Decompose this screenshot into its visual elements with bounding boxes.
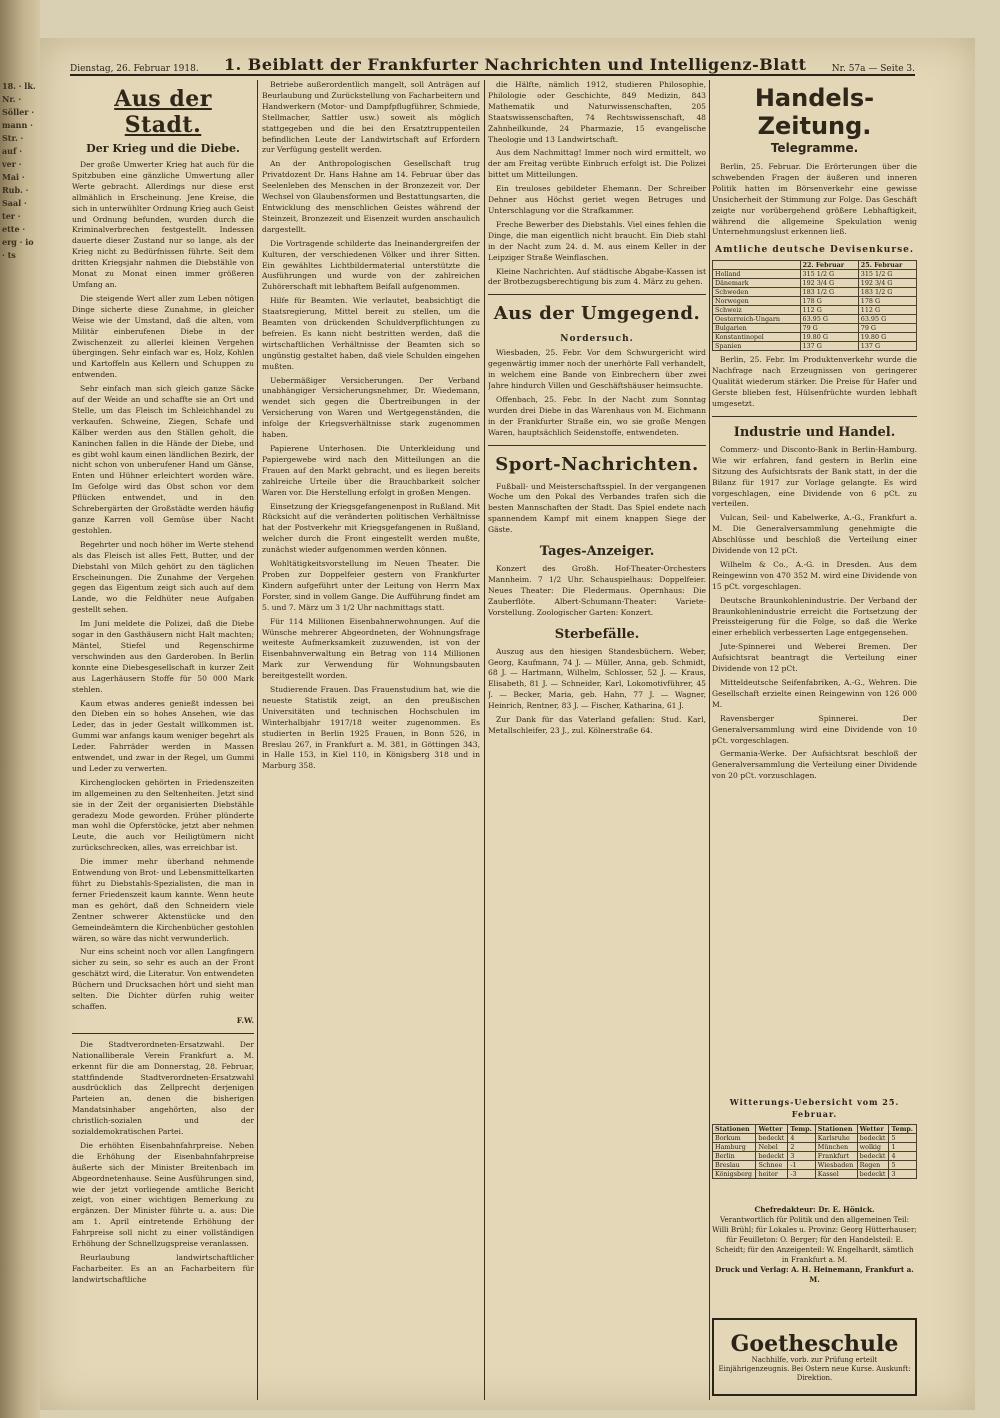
table-row: [713, 297, 917, 306]
table-cell: Bulgarien: [713, 324, 801, 333]
article-paragraph: Die immer mehr überhand nehmende Entwendung von Brot- und Lebensmittelkarten führt zu Diebstahls-Spezialisten, die man in ferner Friedenszeit kaum kannte. Wenn heute man es gehört, daß den Schneidern viele Zentner schwerer Aktenstücke und den Gemeindeämtern die Kirchenbücher gestohlen wären, so wäre das nicht verwunderlich.: [72, 857, 254, 943]
table-cell: Wiesbaden: [815, 1161, 857, 1170]
table-header-cell: Temp.: [889, 1125, 917, 1134]
table-header-row: [713, 261, 917, 270]
ad-text: Nachhilfe, vorb. zur Prüfung erteilt Einjährigenzeugnis. Bei Ostern neue Kurse. Auskunft: Direktion.: [718, 1355, 911, 1382]
article-paragraph: Jute-Spinnerei und Weberei Bremen. Der Aufsichtsrat beantragt die Verteilung einer Dividende von 12 pCt.: [712, 642, 917, 674]
table-cell: bedeckt: [857, 1170, 889, 1179]
table-cell: 315 1/2 G: [858, 270, 916, 279]
table-cell: Dänemark: [713, 279, 801, 288]
article-paragraph: Mitteldeutsche Seifenfabriken, A.-G., Wehren. Die Gesellschaft erzielte einen Reingewinn von 126 000 M.: [712, 678, 917, 709]
article-paragraph: Die steigende Wert aller zum Leben nötigen Dinge sicherte diese Zunahme, in gleicher Weise wie der Umstand, daß die alten, vom Militär einberufenen Diebe in der Zwischenzeit zu allerlei kleinen Vergehen übergingen. Sehr einfach war es, Holz, Kohlen und Kartoffeln aus Kellern und Schuppen zu entwenden.: [72, 293, 254, 380]
ad-title: Goetheschule: [730, 1330, 899, 1357]
section-heading-sterbefaelle: Sterbefälle.: [554, 626, 640, 642]
weather-table: [712, 1124, 917, 1179]
header-page-number: Nr. 57a — Seite 3.: [831, 64, 915, 74]
article-paragraph: Beurlaubung landwirtschaftlicher Facharbeiter. Es an an Facharbeitern für landwirtschaftliche: [72, 1253, 254, 1284]
table-cell: bedeckt: [756, 1152, 788, 1161]
table-cell: 192 3/4 G: [858, 279, 916, 288]
table-cell: 4: [889, 1152, 917, 1161]
article-paragraph: Kleine Nachrichten. Auf städtische Abgabe-Kassen ist der Brotbezugsberechtigung bis zum 4. März zu gehen.: [488, 266, 706, 287]
article-paragraph: Auszug aus den hiesigen Standesbüchern. Weber, Georg, Kaufmann, 74 J. — Müller, Anna, geb. Schmidt, 68 J. — Hartmann, Wilhelm, Schlosser, 52 J. — Kraus, Elisabeth, 81 J. — Schneider, Karl, Lokomotivführer, 45 J. — Becker, Maria, geb. Hahn, 77 J. — Wagner, Heinrich, Rentner, 83 J. — Fischer, Katharina, 61 J.: [488, 646, 706, 711]
table-cell: 2: [788, 1143, 815, 1152]
table-cell: 315 1/2 G: [800, 270, 858, 279]
table-row: [713, 279, 917, 288]
table-cell: 192 3/4 G: [800, 279, 858, 288]
divider: [488, 294, 706, 295]
table-row: [713, 342, 917, 351]
table-header-cell: Stationen: [713, 1125, 756, 1134]
weather-title: Witterungs-Uebersicht vom 25. Februar.: [729, 1097, 900, 1119]
table-cell: Norwegen: [713, 297, 801, 306]
article-paragraph: Im Juni meldete die Polizei, daß die Diebe sogar in den Gasthäusern nicht Halt machten; Mäntel, Stiefel und Regenschirme verschwinden aus den Garderoben. In Berlin konnte eine Diebesgesellschaft in kurzer Zeit aus Lagerhäusern Stoffe für 50 000 Mark stehlen.: [72, 619, 254, 694]
article-paragraph: Der große Umwerter Krieg hat auch für die Spitzbuben eine gänzliche Umwertung aller Werte gebracht. Allerdings nur diese erst allmählich in Erscheinung. Jene Kreise, die sich in unterwühlter Ordnung Krieg auch Geist und Ordnung befunden, wurden durch die Kriminalverbrechen festgestellt. Indessen dauerte dieser Zustand nur so lange, als der Krieg nicht zu Bedürfnissen führte. Seit dem dritten Kriegsjahr nahmen die Diebstähle von Monat zu Monat einen immer größeren Umfang an.: [72, 160, 254, 289]
table-cell: 5: [889, 1161, 917, 1170]
header-date: Dienstag, 26. Februar 1918.: [70, 64, 199, 74]
article-paragraph: Germania-Werke. Der Aufsichtsrat beschloß der Generalversammlung die Verteilung einer Dividende von 20 pCt. vorzuschlagen.: [712, 749, 917, 781]
table-cell: 137 G: [800, 342, 858, 351]
imprint-chief-editor: Chefredakteur: Dr. E. Hönick.: [754, 1205, 875, 1214]
article-paragraph: Freche Bewerber des Diebstahls. Viel eines fehlen die Dinge, die man eigentlich nicht braucht. Ein Dieb stahl in der Nacht zum 24. d. M. aus einem Keller in der Leipziger Straße Weinflaschen.: [488, 219, 706, 262]
article-paragraph: Kirchenglocken gehörten in Friedenszeiten im allgemeinen zu den Seltenheiten. Jetzt sind sie in der Zeit der organisierten Diebstähle geradezu Mode geworden. Früher plünderte man wohl die Opferstöcke, jetzt aber nehmen Leute, die auch vor Heiligtümern nicht zurückschrecken, alles, was erreichbar ist.: [72, 777, 254, 853]
table-cell: bedeckt: [857, 1152, 889, 1161]
section-subheading-telegramme: Telegramme.: [770, 141, 859, 155]
table-cell: Berlin: [713, 1152, 756, 1161]
table-cell: 5: [889, 1134, 917, 1143]
section-heading-industrie-handel: Industrie und Handel.: [733, 424, 896, 440]
weather-overview: [712, 1090, 917, 1200]
article-paragraph: Berlin, 25. Febr. Im Produktenverkehr wurde die Nachfrage nach Erzeugnissen von geringerer Qualität wiederum stärker. Die Preise für Hafer und Gerste blieben fest, Hülsenfrüchte wurden lebhaft umgesetzt.: [712, 355, 917, 408]
article-paragraph: Aus dem Nachmittag! Immer noch wird ermittelt, wo der am Freitag verübte Einbruch erfolgt ist. Die Polizei bittet um Mitteilungen.: [488, 148, 706, 180]
table-title-devisenkurse: Amtliche deutsche Devisenkurse.: [714, 245, 915, 256]
article-paragraph: Nur eins scheint noch vor allen Langfingern sicher zu sein, so sehr es auch an der Front geschätzt wird, die Literatur. Von entwendeten Büchern und Drucksachen hört und sieht man selten. Die Dichter dürfen ruhig weiter schaffen.: [72, 947, 254, 1011]
divider: [488, 445, 706, 446]
table-row: [713, 333, 917, 342]
table-row: [713, 1134, 917, 1143]
divider: [712, 416, 917, 417]
article-paragraph: An der Anthropologischen Gesellschaft trug Privatdozent Dr. Hans Hahne am 14. Februar über das Seelenleben des Menschen in der Bronzezeit vor. Der Wechsel von Glaubensformen und Bestattungsarten, die Entwicklung des menschlichen Geistes während der Steinzeit, Bronzezeit und Eisenzeit wurden anschaulich dargestellt.: [262, 159, 480, 234]
table-header-cell: Stationen: [815, 1125, 857, 1134]
table-cell: 183 1/2 G: [858, 288, 916, 297]
table-cell: Spanien: [713, 342, 801, 351]
table-cell: Schweden: [713, 288, 801, 297]
table-row: [713, 315, 917, 324]
table-cell: Konstantinopel: [713, 333, 801, 342]
table-cell: Breslau: [713, 1161, 756, 1170]
article-paragraph: Studierende Frauen. Das Frauenstudium hat, wie die neueste Statistik zeigt, an den preußischen Universitäten und technischen Hochschulen im Winterhalbjahr 1917/18 weiter zugenommen. Es studierten in Berlin 1925 Frauen, in Bonn 526, in Breslau 267, in Frankfurt a. M. 381, in Göttingen 343, in Halle 153, in Kiel 110, in Königsberg 318 und in Marburg 358.: [262, 685, 480, 771]
table-cell: 178 G: [858, 297, 916, 306]
table-cell: 4: [788, 1134, 815, 1143]
article-paragraph: Offenbach, 25. Febr. In der Nacht zum Sonntag wurden drei Diebe in das Warenhaus von M. Eichmann in der Frankfurter Straße ein, wo sie große Mengen Waren, hauptsächlich Seidenstoffe, entwendeten.: [488, 394, 706, 437]
article-paragraph: Wohltätigkeitsvorstellung im Neuen Theater. Die Proben zur Doppelfeier gestern von Frankfurter Kindern aufgeführt unter der Leitung von Herrn Max Forster, sind in vollem Gange. Die Aufführung findet am 5. und 7. März um 3 1/2 Uhr nachmittags statt.: [262, 559, 480, 612]
article-paragraph: Uebermäßiger Versicherungen. Der Verband unabhängiger Versicherungsnehmer, Dr. Wiedemann, wendet sich gegen die Übertreibungen in der Versicherung von Waren und Wertgegenständen, die infolge der Kriegsverhältnisse stark zugenommen haben.: [262, 375, 480, 440]
article-paragraph: Vulcan, Seil- und Kabelwerke, A.-G., Frankfurt a. M. Die Generalversammlung genehmigte die Abschlüsse und beschloß die Verteilung einer Dividende von 12 pCt.: [712, 513, 917, 556]
table-cell: München: [815, 1143, 857, 1152]
article-paragraph: Kaum etwas anderes genießt indessen bei den Dieben ein so hohes Ansehen, wie das Leder, das in jeder Gestalt willkommen ist. Gummi war anfangs kaum weniger begehrt als Leder. Fahrräder werden in Massen entwendet, und zwar in der Regel, um Gummi und Leder zu verwerten.: [72, 698, 254, 773]
column-rule: [709, 80, 710, 1400]
table-cell: Königsberg: [713, 1170, 756, 1179]
article-paragraph: Die Stadtverordneten-Ersatzwahl. Der Nationalliberale Verein Frankfurt a. M. erkennt für die am Donnerstag, 28. Februar, stattfindende Stadtverordneten-Ersatzwahl ausdrücklich das Zellprecht derjenigen Parteien an, denen die bisherigen Mandatsinhaber angehörten, also der christlich-sozialen und der sozialdemokratischen Partei.: [72, 1039, 254, 1137]
imprint-publisher: Druck und Verlag: A. H. Heinemann, Frankfurt a. M.: [715, 1265, 914, 1284]
header-title: 1. Beiblatt der Frankfurter Nachrichten und Intelligenz-Blatt: [224, 55, 807, 74]
table-cell: heiter: [756, 1170, 788, 1179]
article-signature: F.W.: [236, 1015, 254, 1025]
table-cell: Schweiz: [713, 306, 801, 315]
table-cell: 183 1/2 G: [800, 288, 858, 297]
devisen-table: [712, 260, 917, 351]
article-paragraph: Hilfe für Beamten. Wie verlautet, beabsichtigt die Staatsregierung, Mittel bereit zu stellen, um die Beamten von drückenden Schuldverpflichtungen zu befreien. Es kann nicht bestritten werden, daß die wirtschaftlichen Verhältnisse der Beamten sich so ungünstig gestaltet haben, daß viele Schulden eingehen mußten.: [262, 296, 480, 371]
article-paragraph: Betriebe außerordentlich mangelt, soll Anträgen auf Beurlaubung und Zurückstellung von Facharbeitern und Handwerkern (Motor- und Dampfpflugführer, Schmiede, Stellmacher, Sattler usw.) soweit als möglich stattgegeben und die bei den Ersatztruppenteilen befindlichen Leute der Landwirtschaft auf Erfordern zur Verfügung gestellt werden.: [262, 80, 480, 155]
article-paragraph: Fußball- und Meisterschaftsspiel. In der vergangenen Woche um den Pokal des Verbandes trafen sich die besten Mannschaften der Stadt. Das Spiel endete nach spannendem Kampf mit einem knappen Siege der Gäste.: [488, 481, 706, 535]
column-three: [488, 80, 706, 1400]
article-paragraph: Commerz- und Disconto-Bank in Berlin-Hamburg. Wie wir erfahren, fand gestern in Berlin eine Sitzung des Aufsichtsrats der Bank statt, in der die Bilanz für 1917 zur Vorlage gelangte. Es wird vorgeschlagen, eine Dividende von 6 pCt. zu verteilen.: [712, 444, 917, 509]
article-paragraph: Die erhöhten Eisenbahnfahrpreise. Neben die Erhöhung der Eisenbahnfahrpreise äußerte sich der Minister Breitenbach im Abgeordnetenhause. Seine Ausführungen sind, wie der jetzt vorliegende amtliche Bericht zeigt, von einer wichtigen Bemerkung zu ergänzen. Der Minister führte u. a. aus: Die am 1. April eintretende Erhöhung der Fahrpreise soll nicht zu einer vollständigen Erhöhung der Schnellzugspreise veranlassen.: [72, 1140, 254, 1249]
table-row: [713, 306, 917, 315]
table-header-row: [713, 1125, 917, 1134]
table-cell: -1: [788, 1161, 815, 1170]
column-rule: [257, 80, 258, 1400]
column-stadt: [72, 80, 254, 1400]
column-rule: [484, 80, 485, 1400]
table-header-cell: Temp.: [788, 1125, 815, 1134]
section-heading-handels-zeitung: Handels-Zeitung.: [754, 84, 875, 140]
imprint-editors: Verantwortlich für Politik und den allgemeinen Teil: Willi Brühl; für Lokales u. Provinz: Georg Hütterhauser; für Feuilleton: O. Berger; für den Handelsteil: E. Scheidt; für den Anzeigenteil: W. Engelhardt, sämtlich in Frankfurt a. M.: [712, 1215, 917, 1264]
article-paragraph: Ein treuloses gebildeter Ehemann. Der Schreiber Dehner aus Höchst geriet wegen Betruges und Unterschlagung vor die Strafkammer.: [488, 184, 706, 215]
article-paragraph: die Hälfte, nämlich 1912, studieren Philosophie, Philologie oder Geschichte, 849 Medizin, 843 Mathematik und Naturwissenschaften, 205 Staatswissenschaften, 74 Rechtswissenschaft, 48 Zahnheilkunde, 24 Pharmazie, 15 evangelische Theologie und 13 Landwirtschaft.: [488, 80, 706, 144]
page-header: [70, 52, 915, 76]
table-cell: Hamburg: [713, 1143, 756, 1152]
article-paragraph: Wilhelm & Co., A.-G. in Dresden. Aus dem Reingewinn von 470 352 M. wird eine Dividende von 15 pCt. vorgeschlagen.: [712, 559, 917, 591]
article-paragraph: Einsetzung der Kriegsgefangenenpost in Rußland. Mit Rücksicht auf die veränderten politischen Verhältnisse hat der Postverkehr mit Kriegsgefangenen in Rußland, welcher durch die Front eingestellt werden mußte, zunächst wieder aufgenommen werden können.: [262, 501, 480, 555]
table-cell: bedeckt: [756, 1134, 788, 1143]
table-cell: 137 G: [858, 342, 916, 351]
table-cell: 79 G: [858, 324, 916, 333]
table-cell: Karlsruhe: [815, 1134, 857, 1143]
table-row: [713, 324, 917, 333]
table-cell: Nebel: [756, 1143, 788, 1152]
column-handels-zeitung: [712, 80, 917, 1085]
article-paragraph: Die Vortragende schilderte das Ineinandergreifen der Kulturen, der verschiedenen Völker und ihrer Sitten. Ein gewähltes Lichtbildermaterial unterstützte die Ausführungen und wurde von der zahlreichen Zuhörerschaft mit lebhaftem Beifall aufgenommen.: [262, 238, 480, 292]
section-heading-stadt: Aus der Stadt.: [114, 86, 212, 138]
table-cell: 63.95 G: [858, 315, 916, 324]
column-two: [262, 80, 480, 1400]
table-row: [713, 288, 917, 297]
table-cell: Regen: [857, 1161, 889, 1170]
table-row: [713, 1143, 917, 1152]
table-row: [713, 1170, 917, 1179]
table-cell: Oesterreich-Ungarn: [713, 315, 801, 324]
table-cell: wolkig: [857, 1143, 889, 1152]
table-cell: 112 G: [858, 306, 916, 315]
section-heading-umgegend: Aus der Umgegend.: [493, 303, 701, 325]
table-cell: 178 G: [800, 297, 858, 306]
table-cell: 19.80 G: [800, 333, 858, 342]
table-cell: 19.80 G: [858, 333, 916, 342]
article-paragraph: Ravensberger Spinnerei. Der Generalversammlung wird eine Dividende von 10 pCt. vorgeschlagen.: [712, 713, 917, 745]
article-paragraph: Konzert des Großh. Hof-Theater-Orchesters Mannheim. 7 1/2 Uhr. Schauspielhaus: Doppelfeier. Neues Theater: Die Fledermaus. Opernhaus: Die Zauberflöte. Albert-Schumann-Theater: Variete-Vorstellung. Zoologischer Garten: Konzert.: [488, 564, 706, 617]
table-row: [713, 1152, 917, 1161]
article-title-krieg-diebe: Der Krieg und die Diebe.: [86, 142, 240, 155]
table-cell: 112 G: [800, 306, 858, 315]
table-cell: Borkum: [713, 1134, 756, 1143]
article-paragraph: Wiesbaden, 25. Febr. Vor dem Schwurgericht wird gegenwärtig immer noch der unerhörte Fall verhandelt, in welchem eine Bande von Einbrechern über zwei Jahre hindurch Villen und Geschäftshäuser heimsuchte.: [488, 348, 706, 391]
table-header-cell: [713, 261, 801, 270]
article-paragraph: Deutsche Braunkohlenindustrie. Der Verband der Braunkohlenindustrie erreicht die Fortsetzung der Preissteigerung für die Folge, so daß die Werke einer erheblich verbesserten Lage entgegensehen.: [712, 595, 917, 638]
table-cell: 63.95 G: [800, 315, 858, 324]
table-cell: bedeckt: [857, 1134, 889, 1143]
table-cell: 3: [889, 1170, 917, 1179]
article-paragraph: Sehr einfach man sich gleich ganze Säcke auf der Weide an und schaffte sie an Ort und Stelle, um das Fleisch im Schleichhandel zu verkaufen. Schweine, Ziegen, Schafe und Kälber werden aus den Ställen geholt, die Kaninchen fallen in die Hände der Diebe, und es gibt wohl kaum einen ländlichen Bezirk, der nicht schon von unberufener Hand um Gänse, Enten und Hühner erleichtert worden wäre. Im Gefolge wird das Obst schon vor dem Pflücken entwendet, und in den Schrebergärten der Großstädte werden häufig ganze Karren voll Gemüse über Nacht gestohlen.: [72, 384, 254, 535]
table-cell: Kassel: [815, 1170, 857, 1179]
section-heading-sport: Sport-Nachrichten.: [495, 453, 699, 475]
article-paragraph: Papierene Unterhosen. Die Unterkleidung und Papiergewebe wird nach den Mitteilungen an die Frauen auf den Markt gebracht, und es liegen bereits zahlreiche Urteile über die Brauchbarkeit solcher Waren vor. Die Herstellung erfolgt in großen Mengen.: [262, 444, 480, 497]
table-cell: -3: [788, 1170, 815, 1179]
table-header-cell: 22. Februar: [800, 261, 858, 270]
table-cell: Schnee: [756, 1161, 788, 1170]
advertisement-goetheschule: [712, 1318, 917, 1396]
table-row: [713, 270, 917, 279]
table-row: [713, 1161, 917, 1170]
article-paragraph: Begehrter und noch höher im Werte stehend als das Fleisch ist alles Fett, Butter, und der Diebstahl von Milch gehört zu den täglichen Erscheinungen. Die Zunahme der Vergehen gegen das Eigentum zeigt sich auch auf dem Lande, wo die Feldhüter neue Aufgaben gestellt sehen.: [72, 539, 254, 615]
imprint: [712, 1205, 917, 1313]
section-heading-tages-anzeiger: Tages-Anzeiger.: [539, 544, 655, 560]
spine-fragment-text: 18. · lk. Nr. · Söller · mann · Str. · auf · ver · Mai · Rub. · Saal · ter · ette · erg · io · ts: [2, 81, 36, 260]
table-cell: Frankfurt: [815, 1152, 857, 1161]
article-paragraph: Berlin, 25. Februar. Die Erörterungen über die schwebenden Fragen der äußeren und inneren Politik hatten im Börsenverkehr eine gewisse Unsicherheit der Stimmung zur Folge. Das Geschäft zeigte nur vorübergehend größere Lebhaftigkeit, während die allgemeine Spekulation wenig Unternehmungslust erkennen ließ.: [712, 162, 917, 237]
table-cell: 79 G: [800, 324, 858, 333]
table-cell: 3: [788, 1152, 815, 1161]
table-cell: 1: [889, 1143, 917, 1152]
table-cell: Holland: [713, 270, 801, 279]
table-header-cell: Wetter: [857, 1125, 889, 1134]
article-title-nordersuch: Nordersuch.: [560, 334, 634, 345]
article-paragraph: Für 114 Millionen Eisenbahnerwohnungen. Auf die Wünsche mehrerer Abgeordneten, der Wohnungsfrage weiteste Aufmerksamkeit zuzuwenden, ist von der Eisenbahnverwaltung ein Betrag von 114 Millionen Mark zur Verwendung für Wohnungsbauten bereitgestellt worden.: [262, 616, 480, 681]
table-header-cell: Wetter: [756, 1125, 788, 1134]
page-spine: [0, 0, 40, 1418]
table-header-cell: 25. Februar: [858, 261, 916, 270]
divider: [72, 1033, 254, 1034]
article-paragraph: Zur Dank für das Vaterland gefallen: Stud. Karl, Metallschleifer, 23 J., zul. Kölnerstraße 64.: [488, 715, 706, 735]
